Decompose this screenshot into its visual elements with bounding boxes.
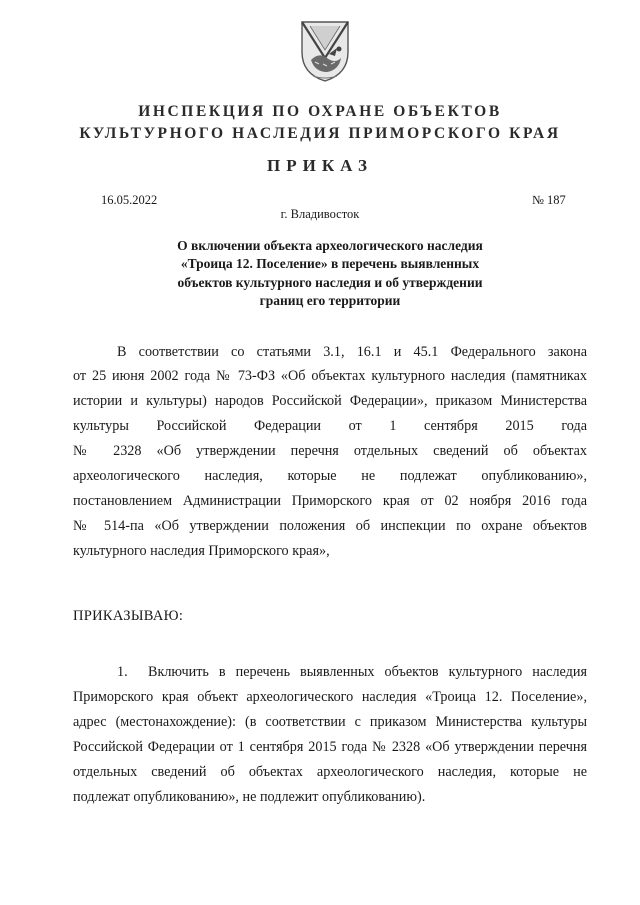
item-line: Российской Федерации от 1 сентября 2015 года № 2328 «Об утверждении перечня — [73, 739, 587, 755]
city: г. Владивосток — [280, 207, 360, 221]
preamble-line: истории и культуры) народов Российской Федерации», приказом Министерства — [73, 393, 587, 409]
order-number: № 187 — [532, 193, 566, 207]
item-number: 1. — [117, 664, 128, 680]
item-line: подлежат опубликованию», не подлежит опубликованию). — [73, 789, 426, 805]
item-line: адрес (местонахождение): (в соответствии с приказом Министерства культуры — [73, 714, 587, 730]
title-line: «Троица 12. Поселение» в перечень выявленных — [180, 256, 480, 271]
preamble-line: № 2328 «Об утверждении перечня отдельных сведений об объектах — [73, 443, 587, 459]
order-date: 16.05.2022 — [101, 193, 158, 207]
preamble-line: культуры Российской Федерации от 1 сентября 2015 года — [73, 418, 587, 434]
document-type: ПРИКАЗ — [267, 156, 373, 175]
preamble-line: археологического наследия, которые не подлежат опубликованию», — [73, 468, 587, 484]
preamble-line: В соответствии со статьями 3.1, 16.1 и 45.1 Федерального закона — [117, 344, 587, 360]
title-line: границ его территории — [259, 293, 401, 308]
item-line: отдельных сведений об объектах археологического наследия, которые не — [73, 764, 587, 780]
preamble-line: культурного наследия Приморского края», — [73, 543, 330, 559]
item-line: Приморского края объект археологического наследия «Троица 12. Поселение», — [73, 689, 587, 705]
preamble-line: постановлением Администрации Приморского края от 02 ноября 2016 года — [73, 493, 587, 509]
organization-name-line1: ИНСПЕКЦИЯ ПО ОХРАНЕ ОБЪЕКТОВ — [138, 103, 502, 120]
preamble-line: № 514-па «Об утверждении положения об инспекции по охране объектов — [73, 518, 587, 534]
preamble-line: от 25 июня 2002 года № 73-ФЗ «Об объектах культурного наследия (памятниках — [73, 368, 587, 384]
item-line: Включить в перечень выявленных объектов культурного наследия — [148, 664, 587, 680]
coat-of-arms-emblem — [299, 18, 351, 84]
order-directive: ПРИКАЗЫВАЮ: — [73, 608, 184, 624]
organization-name-line2: КУЛЬТУРНОГО НАСЛЕДИЯ ПРИМОРСКОГО КРАЯ — [79, 125, 561, 142]
title-line: объектов культурного наследия и об утверждении — [177, 275, 483, 290]
title-line: О включении объекта археологического наследия — [177, 238, 483, 253]
